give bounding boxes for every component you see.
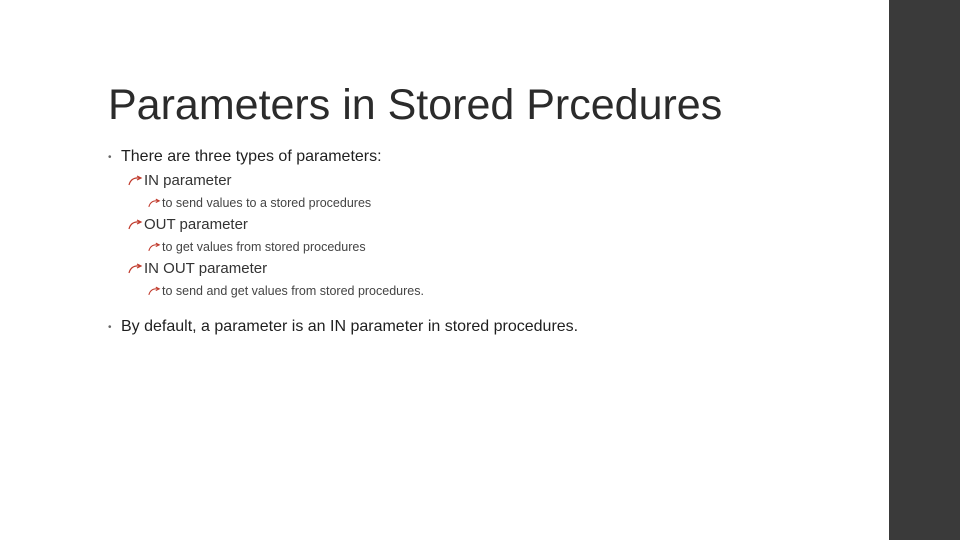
curved-arrow-icon (128, 263, 143, 274)
slide-title: Parameters in Stored Prcedures (108, 81, 723, 129)
curved-arrow-icon (148, 198, 161, 208)
dot-bullet-icon: • (108, 151, 112, 163)
bullet-text: There are three types of parameters: (121, 148, 382, 165)
detail-text: to send and get values from stored procedures. (162, 284, 424, 298)
sub-item-label: OUT parameter (144, 216, 248, 233)
sub-item (128, 216, 248, 233)
curved-arrow-icon (148, 286, 161, 296)
detail-text: to send values to a stored procedures (162, 196, 372, 210)
curved-arrow-icon (128, 219, 143, 230)
detail-text: to get values from stored procedures (162, 240, 366, 254)
bullet-item (108, 318, 578, 336)
curved-arrow-icon (128, 175, 143, 186)
detail-item (148, 284, 424, 298)
sub-item (128, 260, 267, 277)
side-bar (889, 0, 960, 540)
sub-item-label: IN OUT parameter (144, 260, 268, 277)
detail-item (148, 240, 366, 254)
bullet-item (108, 148, 382, 166)
dot-bullet-icon: • (108, 321, 112, 333)
detail-item (148, 196, 371, 210)
bullet-text: By default, a parameter is an IN parameter in stored procedures. (121, 318, 579, 335)
sub-item-label: IN parameter (144, 172, 232, 189)
curved-arrow-icon (148, 242, 161, 252)
sub-item (128, 172, 232, 189)
